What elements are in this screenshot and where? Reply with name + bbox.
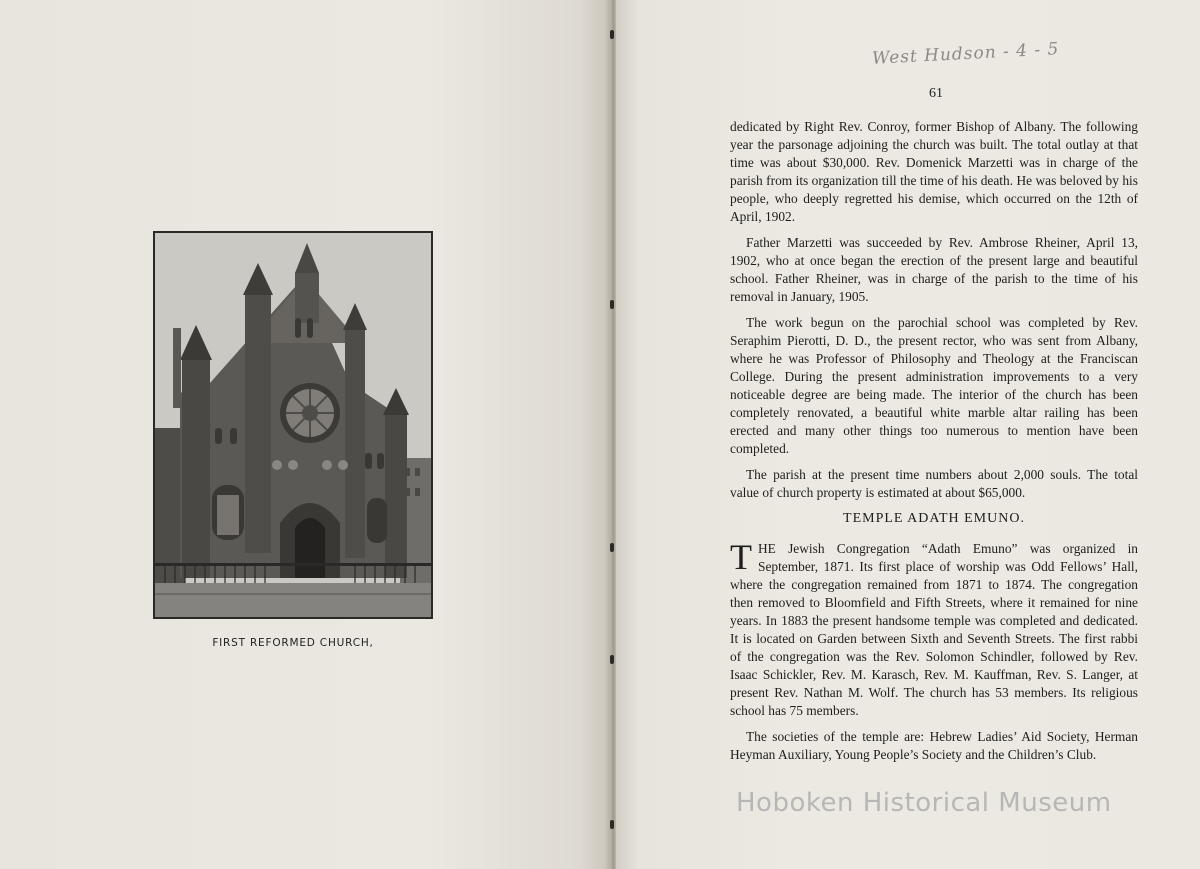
binding-stitch (610, 655, 614, 664)
paragraph: The societies of the temple are: Hebrew Ladies’ Aid Society, Herman Heyman Auxiliary, Young People’s Society and the Children’s Club. (730, 729, 1138, 762)
paragraph: dedicated by Right Rev. Conroy, former Bishop of Albany. The following year the parsonage adjoining the church was built. The total outlay at that time was about $30,000. Rev. Domenick Marzetti was in charge of the parish from its organization till the time of his death. He was beloved by his people, who deeply regretted his demise, which occurred on the 12th of April, 1902. (730, 119, 1138, 224)
paragraph-text: HE Jewish Congregation “Adath Emuno” was organized in September, 1871. Its first place of worship was Odd Fellows’ Hall, where the congregation remained from 1871 to 1874. The congregation then removed to Bloomfield and Fifth Streets, where it remained for nine years. In 1883 the present handsome temple was completed and dedicated. It is located on Garden between Sixth and Seventh Streets. The first rabbi of the congregation was the Rev. Solomon Schindler, followed by Rev. Isaac Schickler, Rev. M. Karasch, Rev. M. Kauffman, Rev. S. Langer, at present Rev. Nathan M. Wolf. The church has 53 members. Its religious school has 75 members. (730, 541, 1138, 718)
church-illustration (155, 233, 431, 617)
handwritten-note: West Hudson - 4 - 5 (871, 39, 1060, 69)
paragraph: Father Marzetti was succeeded by Rev. Ambrose Rheiner, April 13, 1902, who at once began the erection of the present large and beautiful school. Father Rheiner, was in charge of the parish to the time of his removal in January, 1905. (730, 235, 1138, 304)
paragraph-with-dropcap (730, 537, 1138, 720)
binding-stitch (610, 300, 614, 309)
museum-watermark: Hoboken Historical Museum (736, 788, 1112, 818)
paragraph: The work begun on the parochial school was completed by Rev. Seraphim Pierotti, D. D., the present rector, who was sent from Albany, where he was Professor of Philosophy and Theology at the Franciscan College. During the present administration improvements to a very noticeable degree are being made. The interior of the church has been completely renovated, a beautiful white marble altar railing has been erected and many other things too numerous to mention have been completed. (730, 315, 1138, 456)
page-number: 61 (929, 86, 943, 101)
body-text (730, 118, 1138, 772)
paragraph: The parish at the present time numbers about 2,000 souls. The total value of church property is estimated at about $65,000. (730, 467, 1138, 500)
church-photograph (153, 231, 433, 619)
binding-stitch (610, 30, 614, 39)
drop-cap: T (730, 537, 752, 577)
binding-stitch (610, 543, 614, 552)
binding-stitch (610, 820, 614, 829)
photo-caption: FIRST REFORMED CHURCH, (212, 637, 374, 649)
section-heading: TEMPLE ADATH EMUNO. (843, 511, 1025, 526)
